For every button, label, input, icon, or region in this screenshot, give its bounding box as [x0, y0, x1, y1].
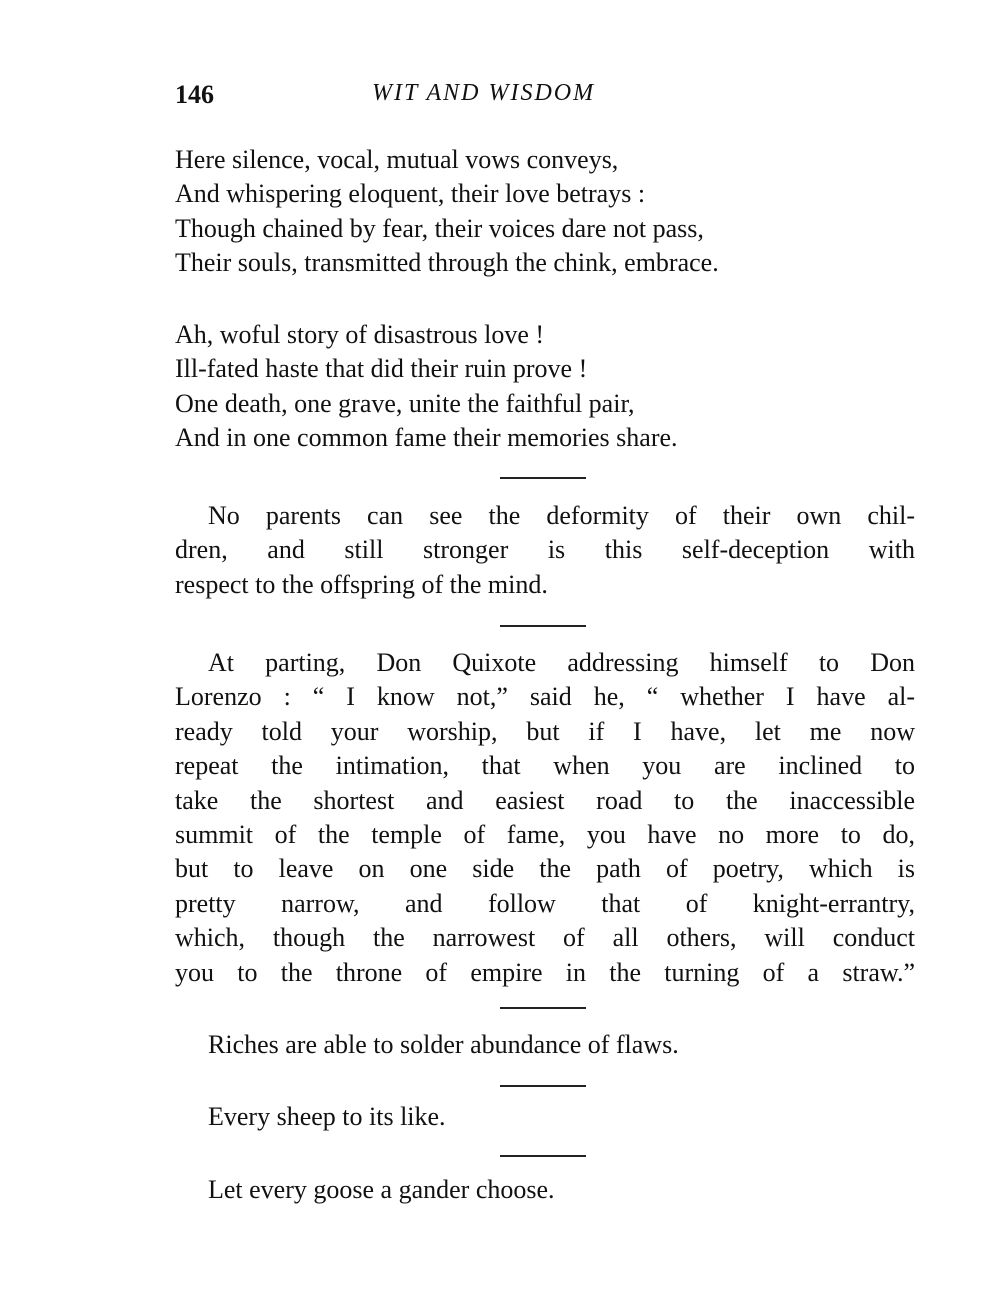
verse-line: Ah, woful story of disastrous love !	[175, 320, 545, 349]
text-line: ready told your worship, but if I have, let me now	[175, 716, 915, 746]
text-line: Every sheep to its like.	[208, 1102, 446, 1131]
text-line: but to leave on one side the path of poetry, which is	[175, 854, 915, 884]
section-divider	[500, 1155, 586, 1157]
verse-line: Here silence, vocal, mutual vows conveys,	[175, 145, 619, 174]
text-line: pretty narrow, and follow that of knight-errantry,	[175, 888, 915, 918]
text-line: you to the throne of empire in the turning of a straw.”	[175, 957, 915, 987]
text-line: summit of the temple of fame, you have no more to do,	[175, 819, 915, 849]
section-divider	[500, 1007, 586, 1009]
verse-line: Though chained by fear, their voices dare not pass,	[175, 213, 704, 243]
verse-line: And whispering eloquent, their love betrays :	[175, 179, 646, 209]
text-line: repeat the intimation, that when you are inclined to	[175, 751, 915, 781]
verse-line: Ill-fated haste that did their ruin prove !	[175, 354, 588, 384]
paragraph-parents	[175, 499, 915, 602]
proverb-riches	[175, 1028, 915, 1062]
text-line: dren, and still stronger is this self-deception with	[175, 535, 915, 565]
proverb-sheep	[175, 1100, 915, 1134]
poem-stanza-2	[175, 318, 915, 456]
text-line: Riches are able to solder abundance of flaws.	[208, 1030, 679, 1059]
section-divider	[500, 1085, 586, 1087]
text-line: Let every goose a gander choose.	[208, 1175, 555, 1204]
verse-line: And in one common fame their memories share.	[175, 423, 678, 453]
section-divider	[500, 625, 586, 627]
verse-line: One death, one grave, unite the faithful pair,	[175, 388, 635, 418]
proverb-goose	[175, 1173, 915, 1207]
text-line: Lorenzo : “ I know not,” said he, “ whether I have al-	[175, 682, 915, 712]
text-line: respect to the offspring of the mind.	[175, 569, 548, 599]
page-number: 146	[175, 80, 214, 109]
verse-line: Their souls, transmitted through the chink, embrace.	[175, 248, 719, 278]
poem-stanza-1	[175, 143, 915, 281]
text-line: At parting, Don Quixote addressing himself to Don	[208, 648, 915, 677]
running-title: WIT AND WISDOM	[372, 80, 596, 106]
text-line: take the shortest and easiest road to the inaccessible	[175, 785, 915, 815]
text-line: which, though the narrowest of all others, will conduct	[175, 923, 915, 953]
section-divider	[500, 477, 586, 479]
text-line: No parents can see the deformity of their own chil-	[208, 501, 915, 530]
paragraph-don-quixote	[175, 646, 915, 990]
